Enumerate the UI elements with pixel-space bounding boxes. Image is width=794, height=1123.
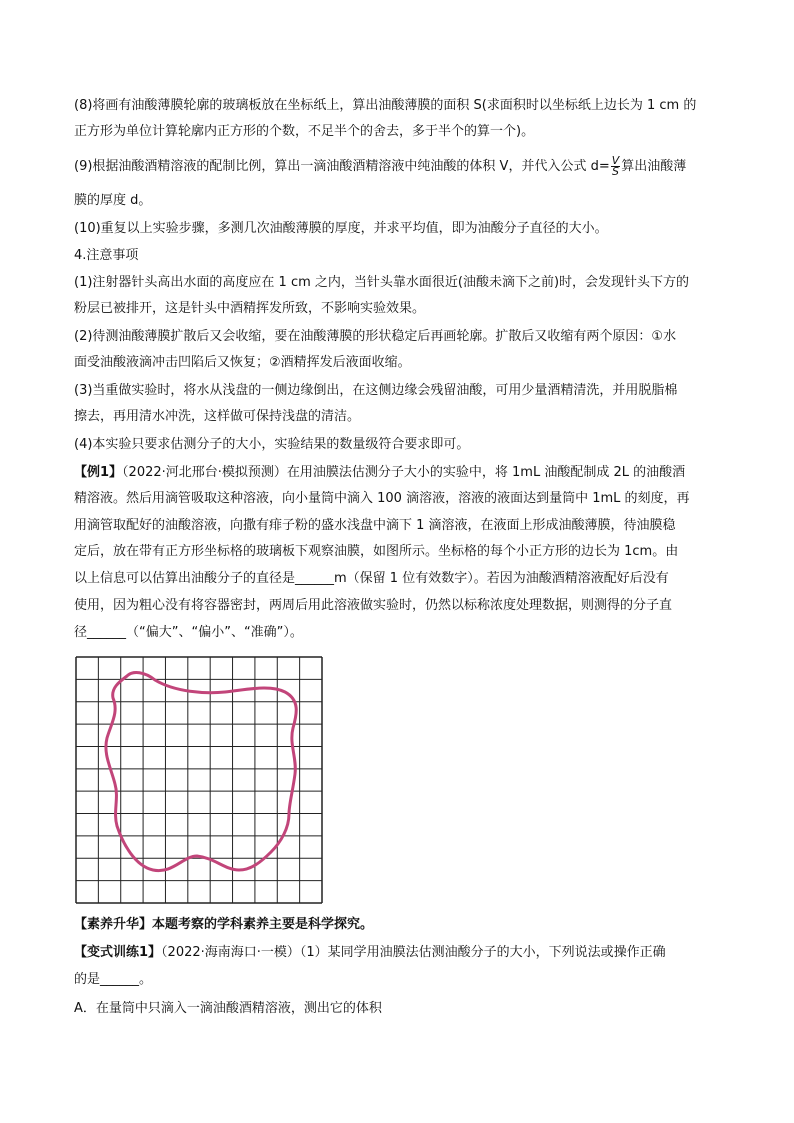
formula-fraction [611,156,621,177]
note-3-line-1: (3)当重做实验时，将水从浅盘的一侧边缘倒出，在这侧边缘会残留油酸，可用少量酒精清洗，并用脱脂棉 [74,383,678,398]
section-heading-notes: 4.注意事项 [74,248,139,263]
note-1-line-2: 粉层已被排开，这是针头中酒精挥发所致，不影响实验效果。 [74,301,426,316]
note-1-line-1: (1)注射器针头高出水面的高度应在 1 cm 之内，当针头靠水面很近(油酸未滴下之前)时，会发现针头下方的 [74,275,690,290]
step-9-text: (9)根据油酸酒精溶液的配制比例，算出一滴油酸酒精溶液中纯油酸的体积 V，并代入公式 d= [74,159,610,174]
note-2-line-1: (2)待测油酸薄膜扩散后又会收缩，要在油酸薄膜的形状稳定后再画轮廓。扩散后又收缩有两个原因：①水 [74,329,677,344]
example-1-line-5: 以上信息可以估算出油酸分子的直径是______m（保留 1 位有效数字）。若因为油酸酒精溶液配好后没有 [74,571,669,586]
literacy-text: 本题考察的学科素养主要是科学探究。 [152,917,374,932]
example-1-line-7: 径______（“偏大”、“偏小”、“准确”）。 [74,625,303,640]
step-9-line-1 [74,156,686,177]
example-1-text: （2022·河北邢台·模拟预测）在用油膜法估测分子大小的实验中，将 1mL 油酸配制成 2L 的油酸酒 [122,465,686,480]
oil-film-figure [75,656,323,908]
step-9-line-2: 膜的厚度 d。 [74,193,152,208]
example-1-line-3: 用滴管取配好的油酸溶液，向撒有痱子粉的盛水浅盘中滴下 1 滴溶液，在液面上形成油酸薄膜，待油膜稳 [74,518,676,533]
variant-1-line-2: 的是______。 [74,972,153,987]
example-1-line-4: 定后，放在带有正方形坐标格的玻璃板下观察油膜，如图所示。坐标格的每个小正方形的边长为 1cm。由 [74,544,679,559]
note-2-line-2: 面受油酸液滴冲击凹陷后又恢复；②酒精挥发后液面收缩。 [74,355,411,370]
step-10-line: (10)重复以上实验步骤，多测几次油酸薄膜的厚度，并求平均值，即为油酸分子直径的大小。 [74,221,608,236]
example-1-line-2: 精溶液。然后用滴管吸取这种溶液，向小量筒中滴入 100 滴溶液，溶液的液面达到量筒中 1mL 的刻度，再 [74,491,690,506]
step-8-line-1: (8)将画有油酸薄膜轮廓的玻璃板放在坐标纸上，算出油酸薄膜的面积 S(求面积时以坐标纸上边长为 1 cm 的 [74,98,697,113]
option-a: A．在量筒中只滴入一滴油酸酒精溶液，测出它的体积 [74,1001,382,1016]
variant-1-text: （2022·海南海口·一模）（1）某同学用油膜法估测油酸分子的大小，下列说法或操作正确 [161,945,666,960]
literacy-line [74,915,373,935]
formula-numerator: V [611,154,620,167]
variant-1-tag: 【变式训练1】 [74,945,162,960]
formula-denominator: S [611,165,619,178]
note-4-line: (4)本实验只要求估测分子的大小，实验结果的数量级符合要求即可。 [74,437,470,452]
example-1-tag: 【例1】 [74,465,123,480]
note-3-line-2: 擦去，再用清水冲洗，这样做可保持浅盘的清洁。 [74,409,361,424]
step-8-line-2: 正方形为单位计算轮廓内正方形的个数，不足半个的舍去，多于半个的算一个)。 [74,124,535,139]
literacy-tag: 【素养升华】 [74,917,153,932]
example-1-line-6: 使用，因为粗心没有将容器密封，两周后用此溶液做实验时，仍然以标称浓度处理数据，则测得的分子直 [74,598,673,613]
example-1-line-1 [74,463,685,483]
coordinate-grid [75,656,323,904]
step-9-text-end: 算出油酸薄 [621,159,687,174]
variant-1-line-1 [74,943,666,963]
